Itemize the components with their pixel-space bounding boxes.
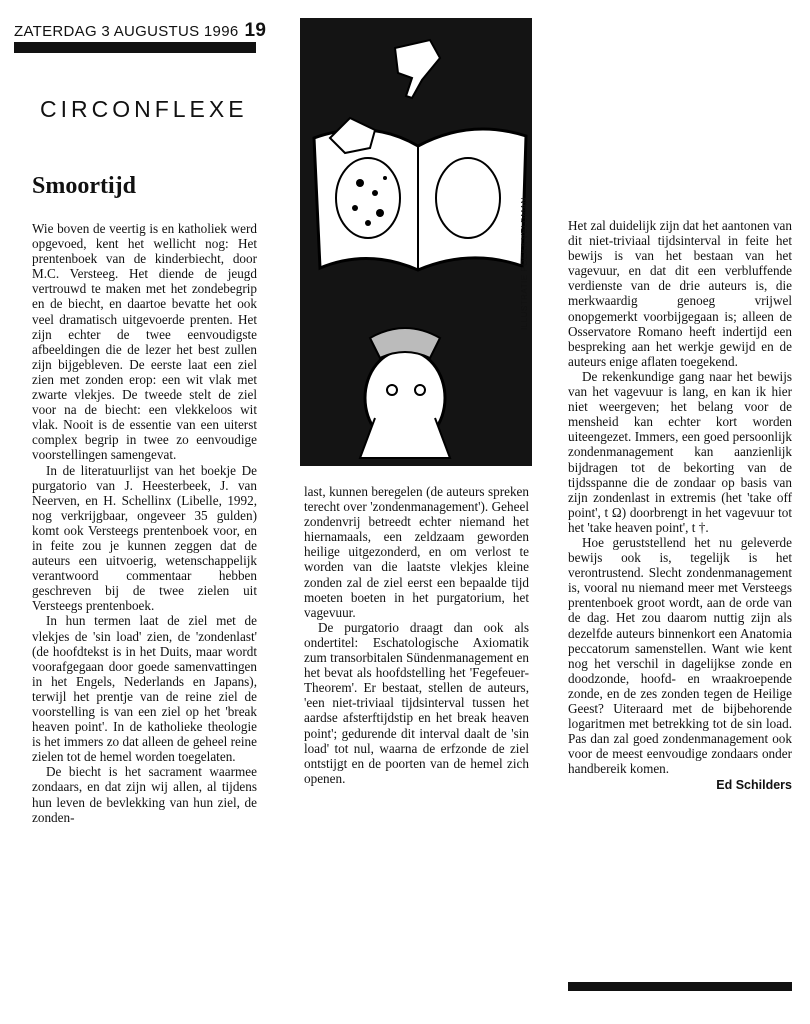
- illustration-drawing: [300, 18, 532, 466]
- paragraph: Hoe geruststellend het nu geleverde bewijs ook is, tegelijk is het verontrustend. Slecht zondenmanagement is, vooral nu niemand meer met Versteegs prentenboek groot wordt, aan de orde van de dag. Het zou daarom nuttig zijn als dezelfde auteurs binnenkort een Anatomia peccatorum samenstellen. Want wie kent nog het verschil in dagelijkse zonde en doodzonde, hoofd- en wraakroepende zonde, en de zes zonden tegen de Heilige Geest? Uiteraard met de bijbehorende logaritmen met betrekking tot de sin load. Pas dan zal goed zondenmanagement ook voor de meest eenvoudige zondaars onder handbereik komen.: [568, 534, 792, 777]
- section-title: CIRCONFLEXE: [40, 96, 248, 122]
- paragraph: last, kunnen beregelen (de auteurs spreken terecht over 'zondenmanagement'). Geheel zondenvrij betreedt echter niemand het hiernamaals, een zeldzaam geworden heilige uitgezonderd, en om verlost te worden van die laatste vlekjes kleine zonden zal de ziel eerst een bepaalde tijd moeten boeten in het purgatorium, het vagevuur.: [304, 484, 529, 620]
- article-headline: Smoortijd: [32, 173, 136, 199]
- closing-rule: [568, 982, 792, 991]
- illustration: [300, 18, 532, 466]
- article-column-2: [304, 484, 529, 786]
- illustration-credit: ILLUSTRATIE POEKA VELDMAN: [520, 197, 529, 330]
- paragraph: De biecht is het sacrament waarmee zondaars, en dat zijn wij allen, al tijdens hun leven de bevlekking van hun ziel, de zonden-: [32, 764, 257, 825]
- paragraph: In de literatuurlijst van het boekje De purgatorio van J. Heesterbeek, J. van Neerven, en H. Schellinx (Libelle, 1992, nog verkrijgbaar, ongeveer 35 gulden) komt ook Versteegs prentenboek voor, en in feite zou je kunnen zeggen dat de auteurs een uitvoerig, wetenschappelijk verantwoord commentaar hebben geschreven bij de twee zielen uit Versteegs prentenboek.: [32, 462, 257, 614]
- paragraph: Het zal duidelijk zijn dat het aantonen van dit niet-triviaal tijdsinterval in feite het bewijs is van het bestaan van het vagevuur, en dat dit een verbluffende verdienste van de drie auteurs is, die merkwaardig genoeg vrijwel onopgemerkt voorbijgegaan is; alleen de Osservatore Romano heeft indertijd een bespreking aan het werkje gewijd en de auteurs enige aflaten toegekend.: [568, 218, 792, 369]
- masthead-date: ZATERDAG 3 AUGUSTUS 1996: [14, 23, 239, 40]
- paragraph: De purgatorio draagt dan ook als ondertitel: Eschatologische Axiomatik zum transorbitalen Sündenmanagement en het bevat als hoofdstelling het 'Fegefeuer-Theorem'. Er bestaat, stellen de auteurs, 'een niet-triviaal tijdsinterval tussen het aardse afsterftijdstip en het break heaven point'; gedurende dit interval daalt de 'sin load' tot nul, waarna de erfzonde de ziel ontstijgt en de poorten van de hemel zich openen.: [304, 619, 529, 786]
- masthead: [14, 20, 266, 42]
- masthead-rule: [14, 42, 256, 53]
- paragraph: In hun termen laat de ziel met de vlekjes de 'sin load' zien, de 'zondenlast' (de hoofdtekst is in het Duits, maar wordt voorafgegaan door goede samenvattingen in het Engels, Nederlands en Japans), terwijl het prentje van de reine ziel de voorstelling is van een ziel op het 'break heaven point'. In de katholieke theologie is het immers zo dat alleen de geheel reine zielen tot de hemel worden toegelaten.: [32, 613, 257, 765]
- page-number: 19: [244, 20, 267, 41]
- article-column-1: [32, 221, 257, 825]
- article-column-3: [568, 218, 792, 794]
- author-byline: Ed Schilders: [716, 778, 792, 793]
- paragraph: Wie boven de veertig is en katholiek werd opgevoed, kent het wellicht nog: Het prentenboek van de kinderbiecht, door M.C. Versteeg. Het diende de jeugd vertrouwd te maken met het zondebegrip en de biecht, en daartoe bevatte het ook veel dramatisch uitgevoerde prenten. Het zijn echter de twee eenvoudigste afbeeldingen die de lezer het best zullen zijn bijgebleven. De eerste laat een ziel zien met zonden erop: een wit vlak met zwarte vlekjes. De tweede stelt de ziel voor na de biecht: een vlekkeloos wit vlak. Nooit is de essentie van een uiterst complex begrip in twee zo eenvoudige voorstellingen samengevat.: [32, 221, 257, 463]
- paragraph: De rekenkundige gang naar het bewijs van het vagevuur is lang, en kan ik hier niet weergeven; het belang voor de mensheid kan echter kort worden uiteengezet. Immers, een goed persoonlijk zondenmanagement kan aanzienlijk bijdragen tot de bekorting van de tijdsspanne die de zondaar op basis van zijn zondenlast in extremis (het 'take off point', t Ω) doorbrengt in het vagevuur tot het 'take heaven point', t †.: [568, 368, 792, 535]
